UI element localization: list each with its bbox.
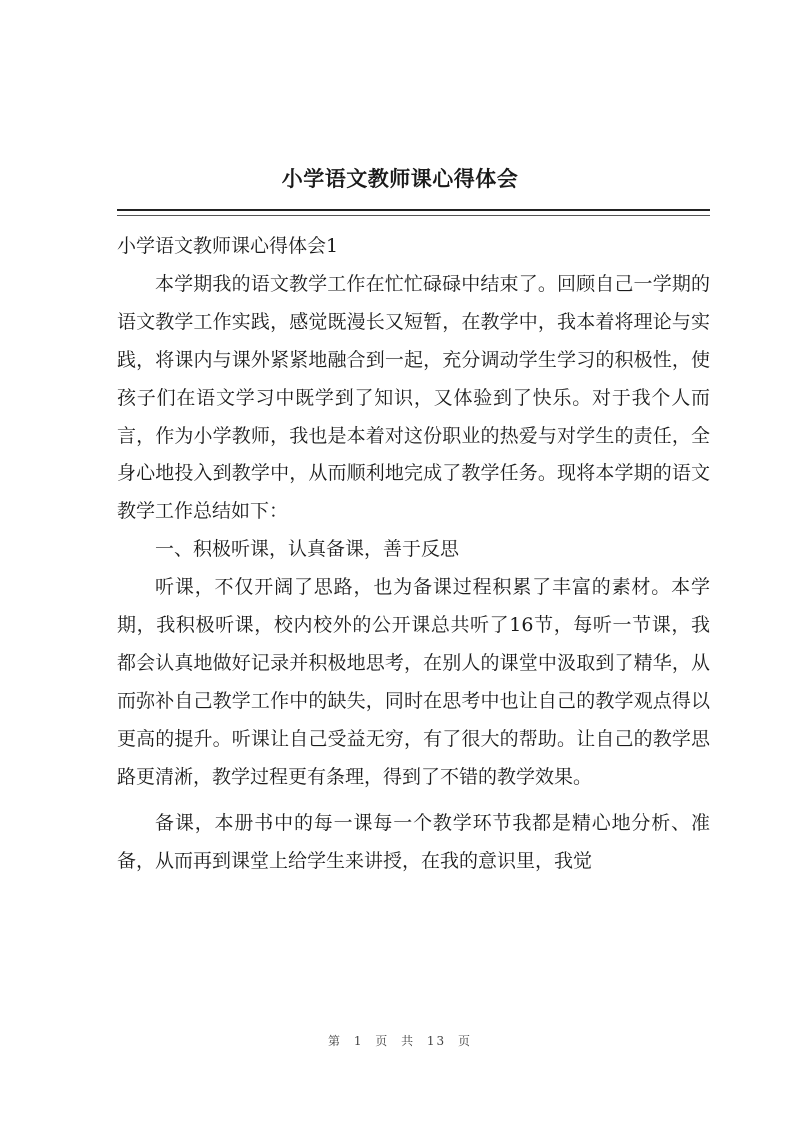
- section-heading: 小学语文教师课心得体会1: [117, 235, 339, 257]
- paragraph-listening: 听课，不仅开阔了思路，也为备课过程积累了丰富的素材。本学期，我积极听课，校内校外的公开课总共听了16节，每听一节课，我都会认真地做好记录并积极地思考，在别人的课堂中汲取到了精华，从而弥补自己教学工作中的缺失，同时在思考中也让自己的教学观点得以更高的提升。听课让自己受益无穷，有了很大的帮助。让自己的教学思路更清淅，教学过程更有条理，得到了不错的教学效果。: [117, 576, 710, 788]
- title-divider-thin: [117, 215, 710, 216]
- paragraph-intro: 本学期我的语文教学工作在忙忙碌碌中结束了。回顾自己一学期的语文教学工作实践，感觉既漫长又短暂，在教学中，我本着将理论与实践，将课内与课外紧紧地融合到一起，充分调动学生学习的积极性，使孩子们在语文学习中既学到了知识，又体验到了快乐。对于我个人而言，作为小学教师，我也是本着对这份职业的热爱与对学生的责任，全身心地投入到教学中，从而顺利地完成了教学任务。现将本学期的语文教学工作总结如下：: [117, 272, 710, 523]
- paragraph-preparation: 备课，本册书中的每一课每一个教学环节我都是精心地分析、准备，从而再到课堂上给学生来讲授，在我的意识里，我觉: [117, 811, 710, 872]
- title-divider: [117, 209, 710, 211]
- section-point-heading: 一、积极听课，认真备课，善于反思: [155, 538, 460, 561]
- page-title: 小学语文教师课心得体会: [281, 166, 519, 191]
- document-body: [117, 228, 710, 880]
- page-footer: 第 1 页 共 13 页: [328, 1034, 472, 1048]
